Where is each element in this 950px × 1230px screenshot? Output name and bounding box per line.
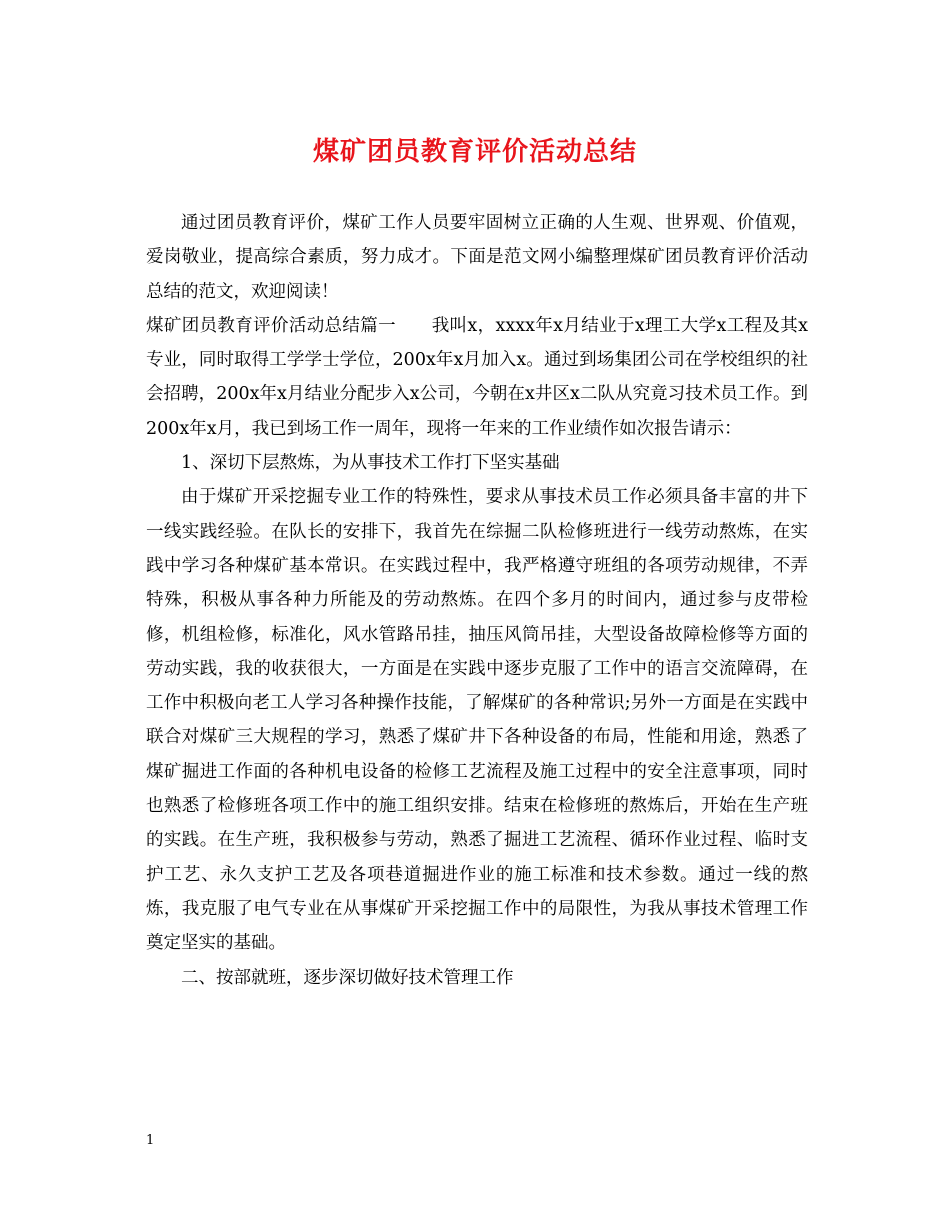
document-body [146, 206, 808, 995]
section-1-body: 由于煤矿开采挖掘专业工作的特殊性，要求从事技术员工作必须具备丰富的井下一线实践经验。在队长的安排下，我首先在综掘二队检修班进行一线劳动熬炼，在实践中学习各种煤矿基本常识。在实践过程中，我严格遵守班组的各项劳动规律，不弄特殊，积极从事各种力所能及的劳动熬炼。在四个多月的时间内，通过参与皮带检修，机组检修，标准化，风水管路吊挂，抽压风筒吊挂，大型设备故障检修等方面的劳动实践，我的收获很大，一方面是在实践中逐步克服了工作中的语言交流障碍，在工作中积极向老工人学习各种操作技能，了解煤矿的各种常识;另外一方面是在实践中联合对煤矿三大规程的学习，熟悉了煤矿井下各种设备的布局，性能和用途，熟悉了煤矿掘进工作面的各种机电设备的检修工艺流程及施工过程中的安全注意事项，同时也熟悉了检修班各项工作中的施工组织安排。结束在检修班的熬炼后，开始在生产班的实践。在生产班，我积极参与劳动，熟悉了掘进工艺流程、循环作业过程、临时支护工艺、永久支护工艺及各项巷道掘进作业的施工标准和技术参数。通过一线的熬炼，我克服了电气专业在从事煤矿开采挖掘工作中的局限性，为我从事技术管理工作奠定坚实的基础。 [146, 487, 808, 954]
intro-paragraph: 通过团员教育评价，煤矿工作人员要牢固树立正确的人生观、世界观、价值观，爱岗敬业，提高综合素质，努力成才。下面是范文网小编整理煤矿团员教育评价活动总结的范文，欢迎阅读！ [146, 213, 808, 302]
section-2-heading: 二、按部就班，逐步深切做好技术管理工作 [181, 967, 514, 988]
section-1-heading: 1、深切下层熬炼，为从事技术工作打下坚实基础 [181, 453, 560, 474]
page-number: 1 [146, 1133, 155, 1148]
document-title: 煤矿团员教育评价活动总结 [312, 137, 637, 167]
part-one-lead-paragraph: 煤矿团员教育评价活动总结篇一 我叫x，xxxx年x月结业于x理工大学x工程及其x专业，同时取得工学学士学位，200x年x月加入x。通过到场集团公司在学校组织的社会招聘，200x年x月结业分配步入x公司，今朝在x井区x二队从究竟习技术员工作。到200x年x月，我已到场工作一周年，现将一年来的工作业绩作如次报告请示： [146, 315, 808, 439]
